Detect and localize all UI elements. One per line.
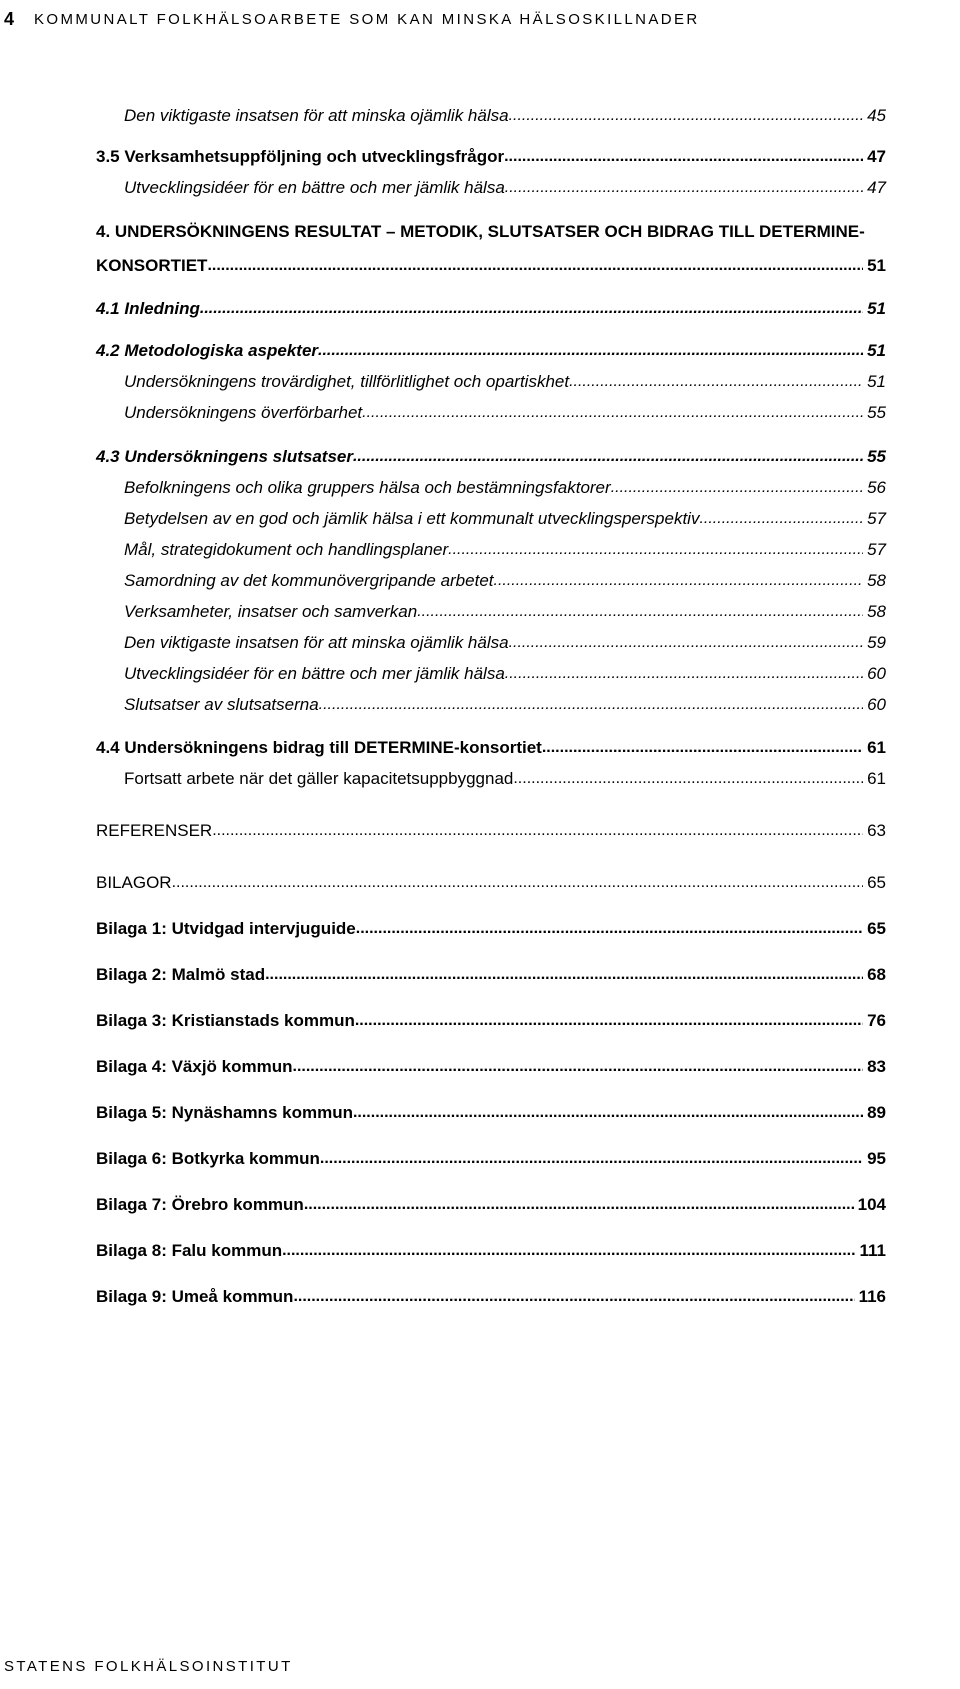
toc-entry[interactable] [0,472,960,498]
toc-entry-page: 47 [867,147,886,166]
toc-entry[interactable] [0,293,960,319]
toc-dot-leader [200,299,863,319]
toc-entry-page: 56 [867,478,886,497]
toc-entry[interactable] [0,1143,960,1169]
toc-dot-leader [353,447,863,467]
toc-entry-page: 68 [867,965,886,984]
toc-entry[interactable] [0,1189,960,1215]
toc-dot-leader [569,372,863,392]
toc-entry-title: Bilaga 3: Kristianstads kommun [96,1011,355,1030]
toc-entry[interactable] [0,534,960,560]
page-header [4,4,700,34]
toc-entry[interactable] [0,1235,960,1261]
toc-entry-title: Bilaga 9: Umeå kommun [96,1287,294,1306]
toc-entry-title: Den viktigaste insatsen för att minska ojämlik hälsa [124,633,509,652]
toc-dot-leader [505,178,863,198]
footer-publisher: STATENS FOLKHÄLSOINSTITUT [4,1658,293,1675]
toc-dot-leader [504,147,863,167]
toc-entry[interactable] [0,1097,960,1123]
toc-dot-leader [611,478,863,498]
toc-entry[interactable] [0,1005,960,1031]
toc-entry-title: Utvecklingsidéer för en bättre och mer jämlik hälsa [124,664,505,683]
toc-entry-page: 61 [867,738,886,757]
toc-entry-title: Slutsatser av slutsatserna [124,695,319,714]
toc-entry-title: Bilaga 5: Nynäshamns kommun [96,1103,353,1122]
running-title: KOMMUNALT FOLKHÄLSOARBETE SOM KAN MINSKA HÄLSOSKILLNADER [34,10,700,28]
toc-dot-leader [353,1103,863,1123]
toc-entry-page: 61 [867,769,886,788]
toc-entry-title: Undersökningens trovärdighet, tillförlitlighet och opartiskhet [124,372,570,391]
toc-entry[interactable] [0,335,960,361]
toc-entry-title: Betydelsen av en god och jämlik hälsa i ett kommunalt utvecklingsperspektiv [124,509,700,528]
toc-entry[interactable] [0,658,960,684]
toc-entry-title: Bilaga 6: Botkyrka kommun [96,1149,320,1168]
toc-entry-page: 111 [859,1241,886,1260]
toc-entry-page: 45 [867,106,886,125]
toc-dot-leader [318,341,863,361]
toc-entry-title: Undersökningens överförbarhet [124,403,363,422]
toc-dot-leader [448,540,863,560]
toc-entry-title: Bilaga 1: Utvidgad intervjuguide [96,919,356,938]
toc-dot-leader [265,965,863,985]
toc-entry-page: 116 [858,1287,886,1306]
toc-dot-leader [320,1149,863,1169]
toc-entry-page: 83 [867,1057,886,1076]
toc-entry-title: 4.3 Undersökningens slutsatser [96,447,353,466]
toc-entry[interactable] [0,100,960,126]
toc-dot-leader [355,1011,863,1031]
toc-entry-page: 51 [867,256,886,275]
toc-entry[interactable] [0,596,960,622]
toc-dot-leader [304,1195,854,1215]
toc-entry[interactable] [0,867,960,893]
toc-dot-leader [509,106,864,126]
toc-dot-leader [172,873,863,893]
toc-entry-title: 3.5 Verksamhetsuppföljning och utvecklingsfrågor [96,147,505,166]
toc-dot-leader [293,1057,864,1077]
toc-entry-title: Bilaga 4: Växjö kommun [96,1057,293,1076]
toc-entry[interactable] [0,366,960,392]
toc-entry[interactable] [0,1281,960,1307]
toc-entry[interactable] [0,689,960,715]
toc-entry[interactable] [0,441,960,467]
toc-dot-leader [293,1287,854,1307]
toc-entry-page: 59 [867,633,886,652]
toc-entry-page: 58 [867,602,886,621]
toc-entry-title: 4.4 Undersökningens bidrag till DETERMINE-konsortiet [96,738,542,757]
toc-dot-leader [212,821,863,841]
toc-entry-page: 65 [867,919,886,938]
toc-entry[interactable] [0,141,960,167]
toc-entry-title: Mål, strategidokument och handlingsplaner [124,540,449,559]
toc-entry-page: 65 [867,873,886,892]
toc-entry-page: 47 [867,178,886,197]
page-number: 4 [4,8,15,29]
toc-entry-title: Bilaga 8: Falu kommun [96,1241,283,1260]
toc-entry-title: KONSORTIET [96,256,208,275]
toc-entry[interactable] [0,732,960,758]
toc-entry-page: 57 [867,540,886,559]
toc-entry-title: 4. UNDERSÖKNINGENS RESULTAT – METODIK, SLUTSATSER OCH BIDRAG TILL DETERMINE- [96,222,865,241]
toc-dot-leader [505,664,863,684]
toc-entry-page: 51 [867,372,886,391]
toc-entry-page: 58 [867,571,886,590]
toc-dot-leader [362,403,863,423]
toc-dot-leader [699,509,863,529]
toc-entry-page: 55 [867,447,886,466]
toc-entry-page: 51 [867,341,886,360]
toc-entry-page: 51 [867,299,886,318]
toc-entry-title: Fortsatt arbete när det gäller kapacitetsuppbyggnad [124,769,514,788]
toc-entry-page: 104 [857,1195,886,1214]
toc-entry[interactable] [0,763,960,789]
toc-entry-title: Bilaga 2: Malmö stad [96,965,266,984]
toc-entry[interactable] [0,503,960,529]
toc-dot-leader [417,602,863,622]
toc-entry[interactable] [0,565,960,591]
toc-entry[interactable] [0,216,960,242]
toc-dot-leader [282,1241,855,1261]
toc-entry-title: Verksamheter, insatser och samverkan [124,602,418,621]
toc-entry-title: Utvecklingsidéer för en bättre och mer jämlik hälsa [124,178,505,197]
toc-dot-leader [319,695,863,715]
toc-entry-title: BILAGOR [96,873,172,892]
toc-dot-leader [494,571,864,591]
toc-entry-title: Den viktigaste insatsen för att minska ojämlik hälsa [124,106,509,125]
toc-dot-leader [356,919,863,939]
toc-entry[interactable] [0,397,960,423]
toc-dot-leader [542,738,863,758]
toc-entry-title: Bilaga 7: Örebro kommun [96,1195,304,1214]
toc-dot-leader [509,633,864,653]
toc-entry-page: 55 [867,403,886,422]
toc-entry-page: 63 [867,821,886,840]
toc-entry[interactable] [0,1051,960,1077]
toc-entry[interactable] [0,250,960,276]
toc-dot-leader [207,256,863,276]
toc-entry-page: 76 [867,1011,886,1030]
toc-entry-page: 89 [867,1103,886,1122]
toc-entry-page: 60 [867,664,886,683]
toc-entry[interactable] [0,815,960,841]
toc-entry-page: 57 [867,509,886,528]
toc-entry-title: Befolkningens och olika gruppers hälsa och bestämningsfaktorer [124,478,611,497]
toc-entry[interactable] [0,959,960,985]
toc-entry-title: Samordning av det kommunövergripande arbetet [124,571,494,590]
toc-entry-title: 4.1 Inledning [96,299,200,318]
toc-entry[interactable] [0,172,960,198]
toc-dot-leader [513,769,863,789]
toc-entry-page: 60 [867,695,886,714]
toc-entry[interactable] [0,627,960,653]
toc-entry-page: 95 [867,1149,886,1168]
toc-entry-title: REFERENSER [96,821,213,840]
toc-entry[interactable] [0,913,960,939]
toc-entry-title: 4.2 Metodologiska aspekter [96,341,319,360]
